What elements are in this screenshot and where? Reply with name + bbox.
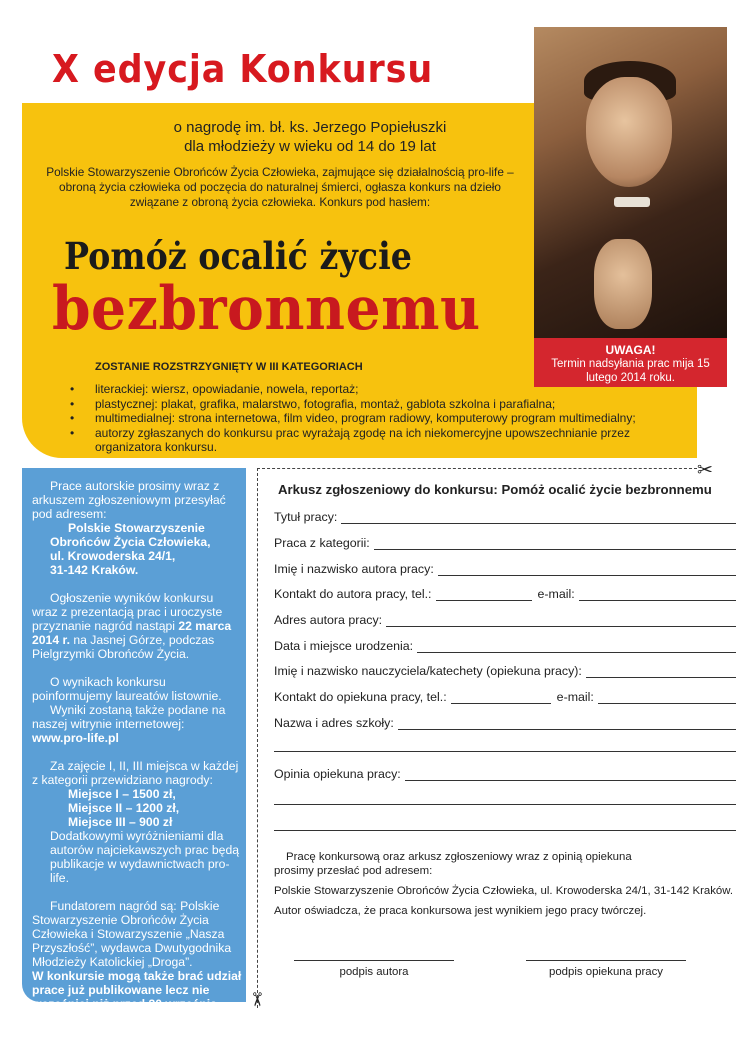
field-label: Kontakt do opiekuna pracy, tel.: — [274, 690, 447, 704]
field-label: Nazwa i adres szkoły: — [274, 716, 394, 730]
email-line[interactable] — [598, 692, 736, 704]
field-label: Imię i nazwisko autora pracy: — [274, 562, 434, 576]
form-footnote — [274, 850, 744, 924]
opinion-extra-line[interactable] — [274, 804, 736, 805]
author-signature-line[interactable] — [294, 960, 454, 961]
page-title: X edycja Konkursu — [52, 47, 434, 91]
email-line[interactable] — [579, 589, 736, 601]
field-line[interactable] — [374, 538, 736, 550]
category-item: • literackiej: wiersz, opowiadanie, nowela, reportaż; — [70, 382, 690, 397]
portrait-photo — [534, 27, 727, 338]
subtitle-line1: o nagrodę im. bł. ks. Jerzego Popiełuszki — [173, 119, 447, 136]
opinion-extra-line[interactable] — [274, 830, 736, 831]
subtitle-line2: dla młodzieży w wieku od 14 do 19 lat — [184, 138, 436, 155]
field-line[interactable] — [398, 718, 736, 730]
field-category[interactable] — [274, 536, 736, 550]
sidebar-notification-text: O wynikach konkursu poinformujemy laureatów listownie. — [32, 675, 222, 703]
field-label: Adres autora pracy: — [274, 613, 383, 627]
field-opinion[interactable] — [274, 767, 736, 781]
sidebar-address-line: ul. Krowoderska 24/1, — [50, 549, 176, 563]
field-label: Praca z kategorii: — [274, 536, 370, 550]
field-author-contact[interactable] — [274, 587, 736, 601]
notice-text: Termin nadsyłania prac mija 15 lutego 2014 roku. — [551, 358, 710, 384]
sidebar-submission — [32, 479, 242, 577]
categories-list — [70, 382, 690, 455]
field-line[interactable] — [586, 666, 736, 678]
field-guardian-contact[interactable] — [274, 690, 736, 704]
scissors-icon: ✂ — [697, 460, 713, 481]
slogan-line2: bezbronnemu — [52, 274, 481, 344]
footnote-send-instructions: Pracę konkursową oraz arkusz zgłoszeniowy wraz z opinią opiekuna prosimy przesłać pod adresem: — [274, 851, 632, 877]
author-signature-label: podpis autora — [339, 966, 409, 978]
slogan-line1: Pomóż ocalić życie — [64, 234, 412, 278]
form-title: Arkusz zgłoszeniowy do konkursu: Pomóż ocalić życie bezbronnemu — [278, 482, 712, 497]
guardian-signature-line[interactable] — [526, 960, 686, 961]
intro-text: Polskie Stowarzyszenie Obrońców Życia Człowieka, zajmujące się działalnością pro-life – obroną życia człowieka od poczęcia do naturalnej śmierci, ogłasza konkurs na dzieło związane z obroną życia człowieka. Konkurs pod hasłem: — [46, 165, 514, 209]
field-label: Kontakt do autora pracy, tel.: — [274, 587, 432, 601]
prize-second: Miejsce II – 1200 zł, — [68, 801, 180, 815]
field-line[interactable] — [417, 641, 736, 653]
sidebar-address-line: Obrońców Życia Człowieka, — [50, 535, 211, 549]
phone-line[interactable] — [436, 589, 532, 601]
portrait-collar — [614, 197, 650, 207]
sidebar-address-line: Polskie Stowarzyszenie — [68, 521, 205, 535]
sidebar-extra-awards: Dodatkowymi wyróżnieniami dla autorów najciekawszych prac będą publikacje w wydawnictwach pro-life. — [50, 829, 240, 885]
sidebar-website-link[interactable]: www.pro-life.pl — [32, 731, 119, 745]
sidebar-notification — [32, 675, 242, 745]
field-author-name[interactable] — [274, 562, 736, 576]
scissors-icon: ✂ — [245, 991, 267, 1008]
sidebar-eligibility: W konkursie mogą także brać udział prace już publikowane lecz nie wcześniej niż przed 30 września 2012 roku. — [32, 969, 242, 1025]
email-label: e-mail: — [537, 587, 575, 601]
phone-line[interactable] — [451, 692, 551, 704]
field-author-address[interactable] — [274, 613, 736, 627]
deadline-notice — [534, 338, 727, 387]
sidebar-results-date: 22 marca 2014 r. — [32, 619, 232, 647]
field-line[interactable] — [438, 564, 736, 576]
category-item: • autorzy zgłaszanych do konkursu prac wyrażają zgodę na ich niekomercyjne upowszechnianie przez organizatora konkursu. — [70, 426, 690, 455]
field-title-of-work[interactable] — [274, 510, 736, 524]
prize-third: Miejsce III – 900 zł — [68, 815, 173, 829]
field-label: Tytuł pracy: — [274, 510, 338, 524]
notice-heading: UWAGA! — [605, 343, 656, 357]
prize-first: Miejsce I – 1500 zł, — [68, 787, 176, 801]
sidebar-funders-text: Fundatorem nagród są: Polskie Stowarzyszenie Obrońców Życia Człowieka i Stowarzyszenie „Nasza Przyszłość”, wydawca Dwutygodnika Młodzieży Katolickiej „Droga”. — [32, 899, 232, 969]
sidebar-results-announcement — [32, 591, 242, 661]
field-teacher-name[interactable] — [274, 664, 736, 678]
footnote-address: Polskie Stowarzyszenie Obrońców Życia Człowieka, ul. Krowoderska 24/1, 31-142 Kraków. — [274, 885, 733, 897]
sidebar-results-place: na Jasnej Górze, podczas Pielgrzymki Obrońców Życia. — [32, 633, 215, 661]
sidebar-website-text: Wyniki zostaną także podane na naszej witrynie internetowej: — [32, 703, 226, 731]
cut-line-horizontal — [257, 468, 697, 469]
portrait-hand — [594, 239, 652, 329]
subtitle — [110, 118, 510, 156]
sidebar-prizes-text: Za zajęcie I, II, III miejsca w każdej z kategorii przewidziano nagrody: — [32, 759, 239, 787]
field-birth[interactable] — [274, 639, 736, 653]
field-line[interactable] — [405, 769, 736, 781]
info-sidebar-text — [32, 479, 242, 1039]
sidebar-funders — [32, 899, 242, 1025]
school-extra-line[interactable] — [274, 751, 736, 752]
category-item: • multimedialnej: strona internetowa, film video, program radiowy, komputerowy program multimedialny; — [70, 411, 690, 426]
portrait-face — [586, 77, 672, 187]
sidebar-submission-text: Prace autorskie prosimy wraz z arkuszem zgłoszeniowym przesyłać pod adresem: — [32, 479, 226, 521]
field-school[interactable] — [274, 716, 736, 730]
cut-line-vertical — [257, 468, 258, 1008]
field-label: Imię i nazwisko nauczyciela/katechety (opiekuna pracy): — [274, 664, 582, 678]
field-label: Opinia opiekuna pracy: — [274, 767, 401, 781]
field-line[interactable] — [386, 615, 736, 627]
sidebar-address-line: 31-142 Kraków. — [50, 563, 139, 577]
category-item: • plastycznej: plakat, grafika, malarstwo, fotografia, montaż, gablota szkolna i parafialna; — [70, 397, 690, 412]
field-line[interactable] — [341, 512, 736, 524]
sidebar-prizes — [32, 759, 242, 885]
footnote-declaration: Autor oświadcza, że praca konkursowa jest wynikiem jego pracy twórczej. — [274, 905, 647, 917]
field-label: Data i miejsce urodzenia: — [274, 639, 414, 653]
email-label: e-mail: — [556, 690, 594, 704]
sidebar-results-text: Ogłoszenie wyników konkursu wraz z prezentacją prac i uroczyste przyznanie nagród nastąpi — [32, 591, 223, 633]
categories-heading: ZOSTANIE ROZSTRZYGNIĘTY W III KATEGORIACH — [95, 361, 363, 373]
guardian-signature-label: podpis opiekuna pracy — [549, 966, 663, 978]
